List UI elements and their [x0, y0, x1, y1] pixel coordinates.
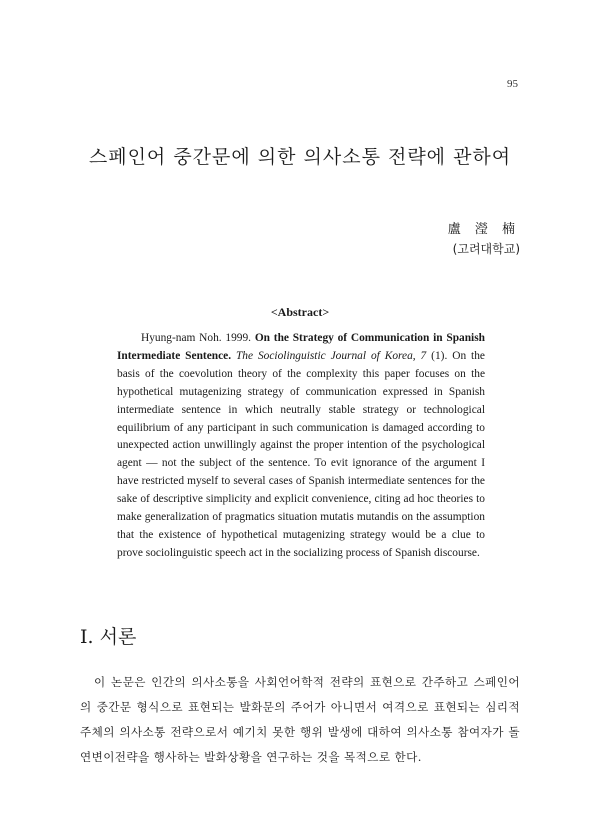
intro-paragraph: 이 논문은 인간의 의사소통을 사회언어학적 전략의 표현으로 간주하고 스페인어의 중간문 형식으로 표현되는 발화문의 주어가 아니면서 여격으로 표현되는 심리적 주체의 의사소통 전략으로서 예기치 못한 행위 발생에 대하여 의사소통 참여자가 돌연변이전략을 행사하는 발화상황을 연구하는 것을 목적으로 한다.: [80, 675, 520, 764]
paper-title: 스페인어 중간문에 의한 의사소통 전략에 관하여: [88, 146, 512, 168]
citation-author: Hyung-nam Noh. 1999.: [141, 332, 252, 344]
abstract-body: [117, 330, 485, 563]
section-heading: I. 서론: [80, 626, 137, 648]
abstract-text: On the basis of the coevolution theory of the complexity this paper focuses on the hypothetical mutagenizing strategy of communication expressed in Spanish intermediate sentence in which neutrally stable strategy or technological equilibrium of any participant in such communication is damaged according to unexpected action unwillingly against the proper intention of the psychological agent — not the subject of the sentence. To evit ignorance of the argument I have restricted myself to several cases of Spanish intermediate sentences for the sake of descriptive simplicity and explicit convenience, citing ad hoc theories to make generalization of pragmatics situation mutatis mutandis on the assumption that the existence of hypothetical mutagenizing strategy would be a clue to prove sociolinguistic speech act in the socializing process of Spanish discourse.: [117, 349, 485, 559]
citation-issue: (1).: [431, 349, 448, 362]
page-number: 95: [507, 78, 518, 90]
citation-title: On the Strategy of Communication in Spanish Intermediate Sentence.: [117, 332, 485, 362]
author-affiliation: (고려대학교): [452, 242, 520, 256]
citation-journal: The Sociolinguistic Journal of Korea, 7: [235, 349, 427, 362]
abstract-heading: <Abstract>: [270, 305, 330, 319]
author-name: 盧 瀅 楠: [447, 222, 520, 237]
